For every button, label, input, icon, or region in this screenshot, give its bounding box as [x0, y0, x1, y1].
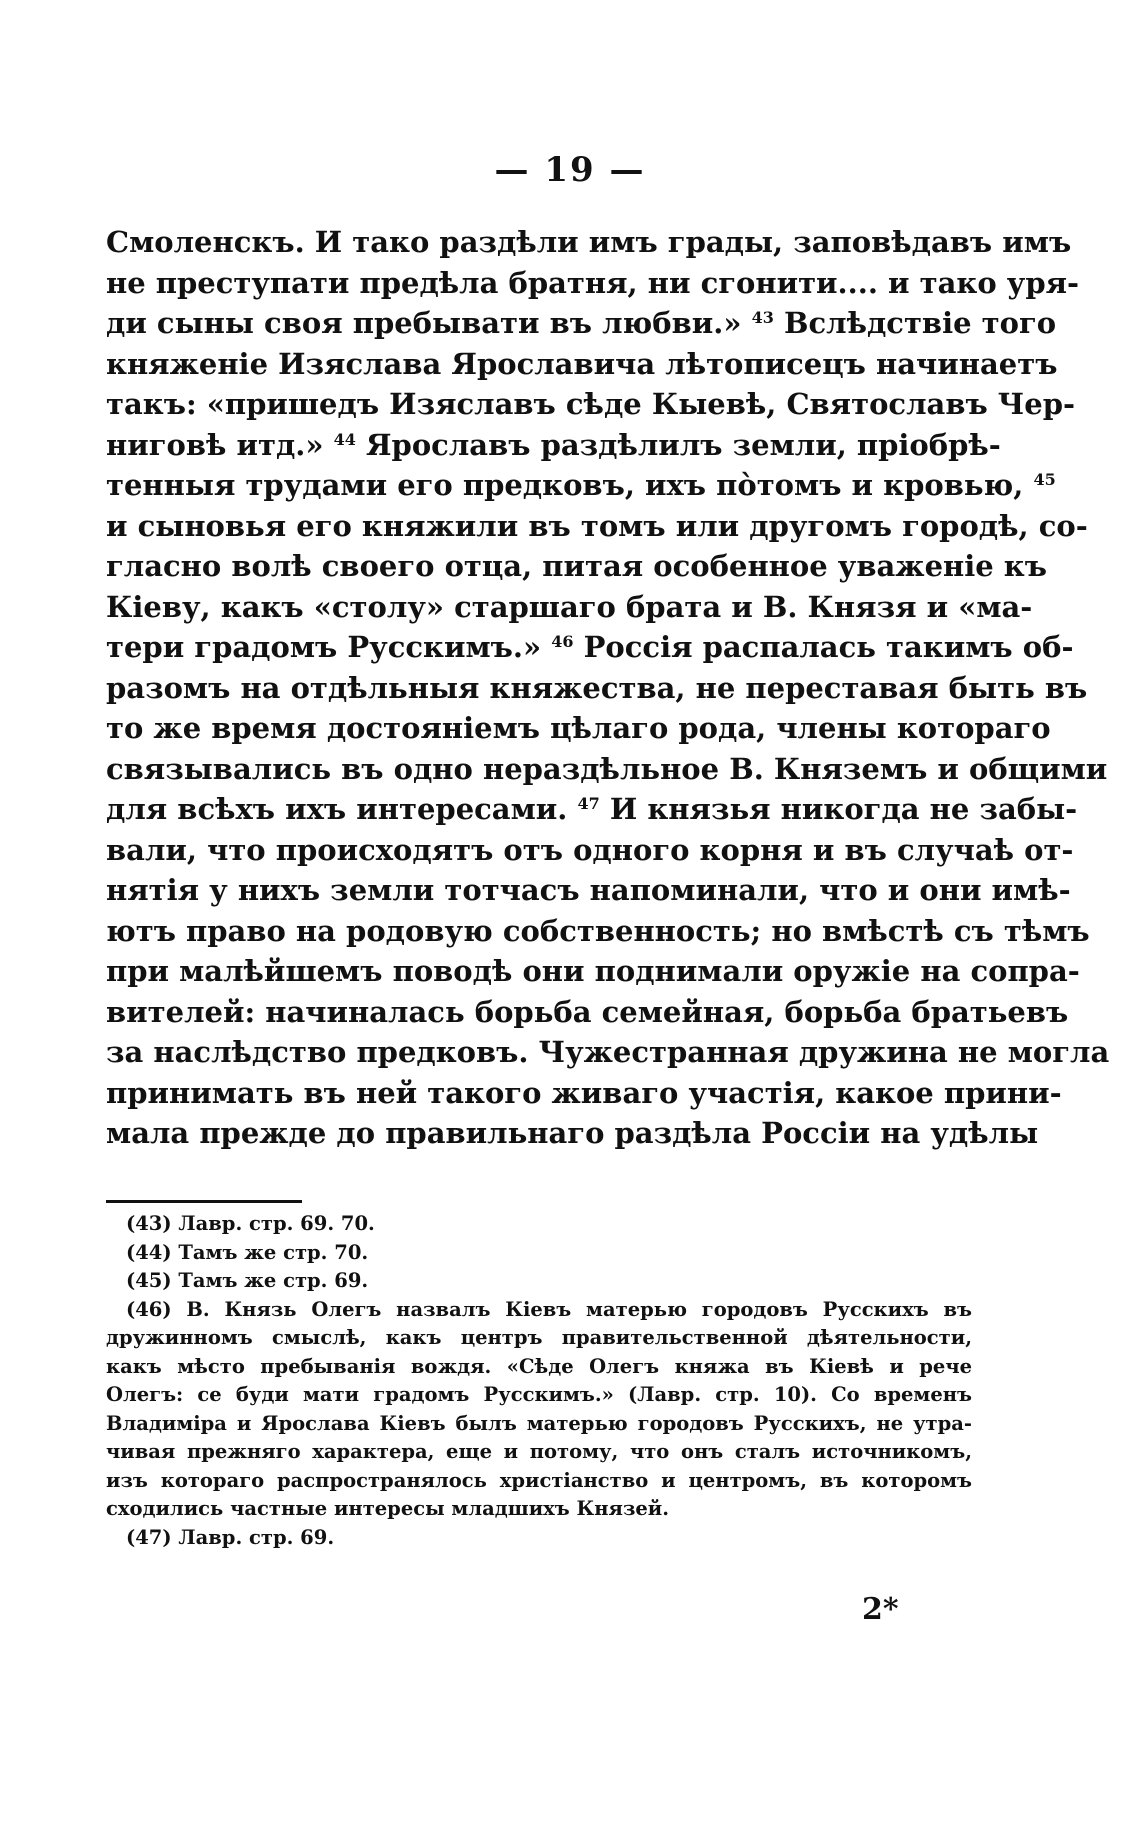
body-text	[106, 222, 1110, 1154]
body-line: княженіе Изяслава Ярославича лѣтописецъ начинаетъ	[106, 346, 1058, 381]
body-line: для всѣхъ ихъ интересами. $^{47}$ И князья никогда не забы-	[106, 792, 1078, 826]
footnote-46: (46) В. Князь Олегъ назвалъ Кіевъ матерью городовъ Русскихъ въ	[126, 1297, 972, 1321]
body-line: тери градомъ Русскимъ.» $^{46}$ Россія распалась такимъ об-	[106, 630, 1074, 664]
page-number: — 19 —	[494, 150, 646, 190]
footnote-47: (47) Лавр. стр. 69.	[126, 1525, 335, 1549]
footnote-ref-44: 44	[333, 429, 356, 449]
body-line: за наслѣдство предковъ. Чужестранная дружина не могла	[106, 1035, 1110, 1069]
body-line: ди сыны своя пребывати въ любви.» $^{43}$ Вслѣдствіе того	[106, 306, 1057, 340]
body-line: при малѣйшемъ поводѣ они поднимали оружіе на сопра-	[106, 954, 1080, 988]
body-line: связывались въ одно нераздѣльное В. Княземъ и общими	[106, 751, 1108, 786]
footnote-46-line: чивая прежняго характера, еще и потому, что онъ сталъ источникомъ,	[106, 1440, 972, 1463]
body-line: гласно волѣ своего отца, питая особенное уваженіе къ	[106, 549, 1047, 583]
footnote-46-line: Владиміра и Ярослава Кіевъ былъ матерью городовъ Русскихъ, не утра-	[106, 1411, 972, 1435]
footnote-44: (44) Тамъ же стр. 70.	[126, 1240, 369, 1264]
footnote-ref-43: 43	[751, 308, 774, 327]
footnote-46-line: дружинномъ смыслѣ, какъ центръ правительственной дѣятельности,	[106, 1326, 972, 1349]
footnote-45: (45) Тамъ же стр. 69.	[126, 1269, 369, 1292]
footnote-ref-45: 45	[1033, 470, 1056, 489]
footnote-46-line: какъ мѣсто пребыванія вождя. «Сѣде Олегъ княжа въ Кіевѣ и рече	[106, 1354, 972, 1378]
footnote-46-line: Олегъ: се буди мати градомъ Русскимъ.» (Лавр. стр. 10). Со временъ	[106, 1383, 972, 1406]
body-line: не преступати предѣла братня, ни сгонити.... и тако уря-	[106, 265, 1080, 300]
body-line: нятія у нихъ земли тотчасъ напоминали, что и они имѣ-	[106, 873, 1071, 907]
signature-mark: 2*	[862, 1592, 899, 1627]
body-line: вителей: начиналась борьба семейная, борьба братьевъ	[106, 994, 1069, 1029]
body-line: принимать въ ней такого живаго участія, какое прини-	[106, 1075, 1062, 1110]
body-line: и сыновья его княжили въ томъ или другомъ городѣ, со-	[106, 508, 1088, 543]
body-line: то же время достояніемъ цѣлаго рода, члены котораго	[106, 711, 1051, 745]
footnote-43: (43) Лавр. стр. 69. 70.	[126, 1212, 375, 1235]
footnote-ref-47: 47	[577, 794, 600, 813]
body-line: такъ: «пришедъ Изяславъ сѣде Кыевѣ, Святославъ Чер-	[106, 387, 1076, 421]
body-line: тенныя трудами его предковъ, ихъ пòтомъ и кровью, $^{45}$	[106, 468, 1056, 502]
body-line: ниговѣ итд.» $^{44}$ Ярославъ раздѣлилъ земли, пріобрѣ-	[106, 427, 1001, 462]
footnote-46-line: изъ котораго распространялось христіанство и центромъ, въ которомъ	[106, 1468, 972, 1492]
footnotes	[106, 1210, 972, 1552]
footnote-ref-46: 46	[551, 632, 574, 651]
body-line: Кіеву, какъ «столу» старшаго брата и В. Князя и «ма-	[106, 589, 1033, 624]
body-line: мала прежде до правильнаго раздѣла Россіи на удѣлы	[106, 1116, 1039, 1150]
body-line: Смоленскъ. И тако раздѣли имъ грады, заповѣдавъ имъ	[106, 225, 1072, 259]
body-line: ютъ право на родовую собственность; но вмѣстѣ съ тѣмъ	[106, 913, 1090, 948]
footnote-46-line: сходились частные интересы младшихъ Князей.	[106, 1497, 670, 1520]
footnote-divider	[106, 1200, 302, 1203]
body-line: разомъ на отдѣльныя княжества, не переставая быть въ	[106, 670, 1088, 705]
body-line: вали, что происходятъ отъ одного корня и въ случаѣ от-	[106, 832, 1074, 867]
